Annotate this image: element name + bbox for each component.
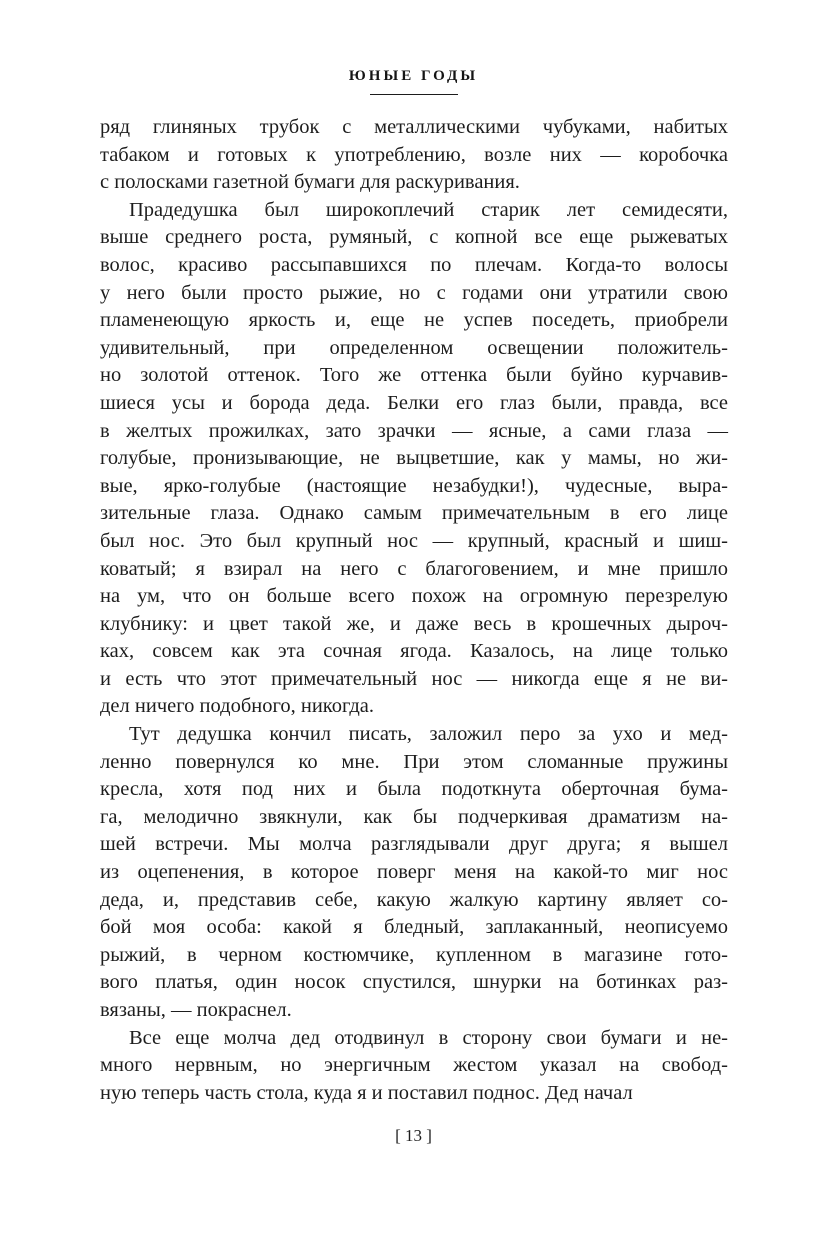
text-line: Тут дедушка кончил писать, заложил перо за ухо и мед-: [129, 723, 728, 746]
text-line: шиеся усы и борода деда. Белки его глаз были, правда, все: [100, 391, 728, 414]
text-line: клубнику: и цвет такой же, и даже весь в крошечных дыроч-: [100, 612, 728, 635]
text-line: бой моя особа: какой я бледный, заплаканный, неописуемо: [100, 916, 728, 939]
text-line: удивительный, при определенном освещении положитель-: [100, 336, 728, 359]
text-line: Все еще молча дед отодвинул в сторону свои бумаги и не-: [129, 1026, 728, 1049]
text-line: Прадедушка был широкоплечий старик лет семидесяти,: [129, 198, 728, 221]
text-line: вые, ярко-голубые (настоящие незабудки!), чудесные, выра-: [100, 474, 728, 497]
paragraph: [100, 1025, 728, 1108]
text-line: табаком и готовых к употреблению, возле них — коробочка: [100, 143, 728, 166]
text-line: га, мелодично звякнули, как бы подчеркивая драматизм на-: [100, 805, 728, 828]
text-line: но золотой оттенок. Того же оттенка были буйно курчавив-: [100, 364, 728, 387]
text-line: из оцепенения, в которое поверг меня на какой-то миг нос: [100, 861, 728, 884]
text-line: кресла, хотя под них и была подоткнута оберточная бума-: [100, 778, 728, 801]
text-line: зительные глаза. Однако самым примечательным в его лице: [100, 502, 728, 525]
text-line: в желтых прожилках, зато зрачки — ясные, а сами глаза —: [100, 419, 728, 442]
text-line: ленно повернулся ко мне. При этом сломанные пружины: [100, 750, 728, 773]
paragraph: [100, 197, 728, 721]
text-line: волос, красиво рассыпавшихся по плечам. Когда-то волосы: [100, 253, 728, 276]
text-line: на ум, что он больше всего похож на огромную перезрелую: [100, 585, 728, 608]
text-line: шей встречи. Мы молча разглядывали друг друга; я вышел: [100, 833, 728, 856]
text-line: дел ничего подобного, никогда.: [100, 695, 375, 718]
text-line: ную теперь часть стола, куда я и поставил поднос. Дед начал: [100, 1081, 633, 1104]
text-line: выше среднего роста, румяный, с копной все еще рыжеватых: [100, 226, 728, 249]
text-line: ках, совсем как эта сочная ягода. Казалось, на лице только: [100, 640, 728, 663]
text-line: был нос. Это был крупный нос — крупный, красный и шиш-: [100, 529, 728, 552]
text-line: коватый; я взирал на него с благоговением, и мне пришло: [100, 557, 728, 580]
text-line: у него были просто рыжие, но с годами они утратили свою: [100, 281, 728, 304]
text-line: вязаны, — покраснел.: [100, 999, 292, 1021]
text-line: вого платья, один носок спустился, шнурки на ботинках раз-: [100, 971, 728, 994]
paragraph: [100, 114, 728, 197]
text-line: голубые, пронизывающие, не выцветшие, как у мамы, но жи-: [100, 447, 728, 470]
paragraph: [100, 721, 728, 1025]
text-line: рыжий, в черном костюмчике, купленном в магазине гото-: [100, 943, 728, 966]
header-rule: [370, 94, 458, 95]
page-number: [ 13 ]: [395, 1126, 432, 1145]
text-line: пламенеющую яркость и, еще не успев поседеть, приобрели: [100, 309, 728, 332]
text-line: с полосками газетной бумаги для раскуривания.: [100, 171, 520, 194]
text-line: много нервным, но энергичным жестом указал на свобод-: [100, 1054, 728, 1077]
text-line: и есть что этот примечательный нос — никогда еще я не ви-: [100, 667, 728, 690]
text-line: ряд глиняных трубок с металлическими чубуками, набитых: [100, 116, 728, 138]
running-head: ЮНЫЕ ГОДЫ: [348, 68, 479, 84]
text-line: деда, и, представив себе, какую жалкую картину являет со-: [100, 888, 728, 911]
page-body: [100, 114, 728, 1107]
